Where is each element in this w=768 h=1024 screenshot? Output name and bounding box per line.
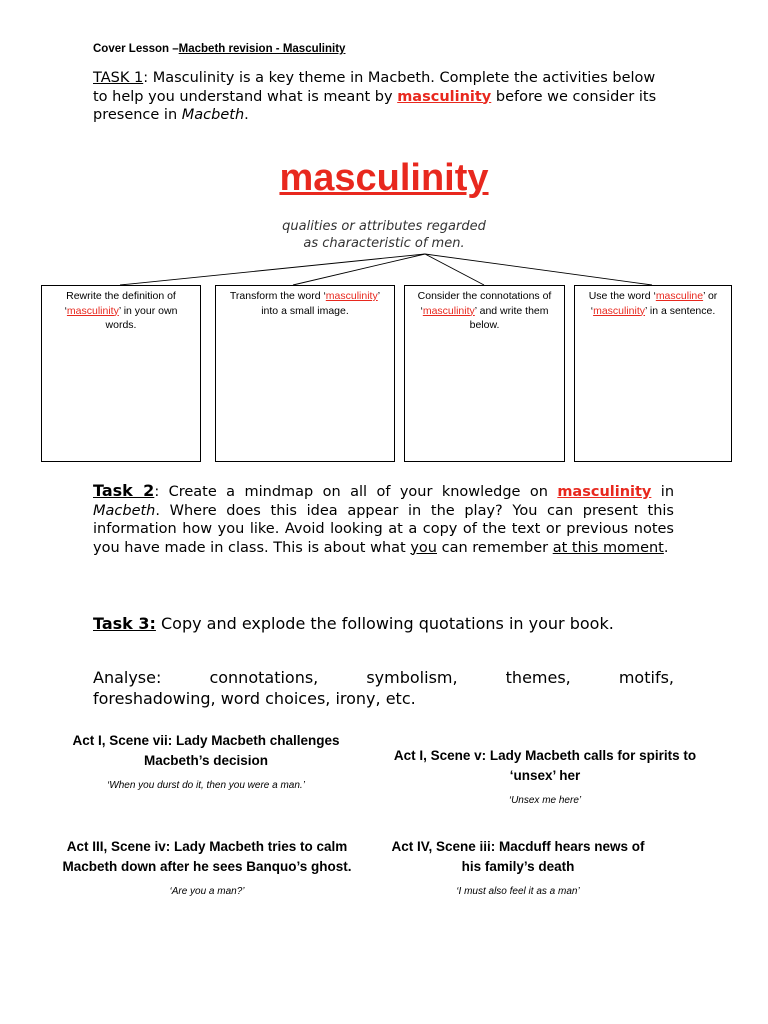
- quote-block-act1-scene7: [56, 731, 356, 791]
- box-4-text: Use the word ‘: [588, 290, 656, 302]
- quote-text: ‘Unsex me here’: [508, 795, 582, 806]
- task-2-text-c: . Where does this idea appear in the play? You can present this information how you like. Avoid looking at a copy of the text or previous notes you have made in class. This is about what: [93, 502, 674, 556]
- task-1-label: TASK 1: [93, 70, 144, 86]
- task-2-keyword: masculinity: [557, 484, 652, 500]
- connector-line-2: [293, 254, 425, 285]
- activity-box-sentence[interactable]: [574, 285, 732, 462]
- quote-block-act4-scene3: [372, 837, 664, 897]
- box-3-keyword: masculinity: [422, 304, 475, 317]
- box-1-text: Rewrite the definition of ‘: [64, 290, 176, 317]
- box-2-keyword: masculinity: [325, 290, 378, 302]
- box-4-keyword-2: masculinity: [593, 304, 646, 317]
- task-1-text-c: .: [244, 107, 249, 123]
- activity-box-rewrite[interactable]: [41, 285, 201, 462]
- quote-title-line-2: ‘unsex’ her: [509, 768, 581, 783]
- task-3-paragraph: [93, 613, 674, 634]
- task-2-label: Task 2: [93, 481, 155, 500]
- task-1-play-title: Macbeth: [181, 107, 245, 123]
- task-3-label: Task 3:: [93, 614, 156, 633]
- quote-title-line-1: Act IV, Scene iii: Macduff hears news of: [391, 839, 645, 854]
- header-prefix: Cover Lesson –: [93, 43, 179, 55]
- quote-title-line-2: Macbeth’s decision: [143, 753, 269, 768]
- analyse-word: Analyse:: [93, 668, 162, 687]
- connector-line-3: [425, 254, 484, 285]
- task-2-text-e: .: [663, 539, 669, 556]
- analyse-line-2: foreshadowing, word choices, irony, etc.: [93, 689, 416, 708]
- analyse-word: symbolism,: [366, 668, 458, 687]
- definition-line-1: qualities or attributes regarded: [282, 219, 486, 234]
- box-4-text-mid: ’ or ‘: [590, 290, 718, 317]
- box-2-text: Transform the word ‘: [229, 290, 326, 302]
- box-1-text-end: ’ in your own words.: [105, 304, 178, 331]
- quote-text: ‘I must also feel it as a man’: [456, 886, 580, 897]
- task-1-keyword: masculinity: [397, 88, 492, 105]
- analyse-word: connotations,: [209, 668, 319, 687]
- connector-line-4: [425, 254, 652, 285]
- masculinity-heading: masculinity: [279, 157, 489, 199]
- box-1-keyword: masculinity: [66, 304, 119, 317]
- quote-title-line-1: Act I, Scene vii: Lady Macbeth challenges: [72, 733, 340, 748]
- task-3-text: Copy and explode the following quotations in your book.: [155, 614, 614, 633]
- task-1-text-b: before we consider its presence in: [93, 88, 657, 123]
- box-3-text: Consider the connotations of ‘: [417, 290, 552, 317]
- quote-title-line-2: his family’s death: [461, 859, 575, 874]
- box-2-text-end: ’ into a small image.: [261, 290, 381, 317]
- analyse-line-1: [93, 667, 674, 688]
- definition-line-2: as characteristic of men.: [303, 235, 465, 251]
- task-2-moment: at this moment: [552, 539, 664, 556]
- task-1-text: : Masculinity is a key theme in Macbeth. Complete the activities below to help you understand what is meant by: [93, 70, 656, 105]
- task-2-you: you: [410, 539, 437, 556]
- quote-title-line-1: Act III, Scene iv: Lady Macbeth tries to calm: [66, 839, 348, 854]
- analyse-word: themes,: [505, 668, 571, 687]
- analyse-word: motifs,: [618, 668, 674, 687]
- analyse-paragraph: [93, 667, 674, 709]
- connector-lines: [0, 0, 768, 300]
- task-2-play-title: Macbeth: [93, 502, 156, 519]
- task-2-text-b: in: [651, 484, 675, 500]
- quote-text: ‘When you durst do it, then you were a man.’: [107, 780, 305, 791]
- connector-line-1: [120, 254, 425, 285]
- quote-text: ‘Are you a man?’: [169, 886, 245, 897]
- task-2-text-d: can remember: [437, 539, 553, 556]
- quote-block-act1-scene5: [384, 746, 706, 806]
- quote-title-line-2: Macbeth down after he sees Banquo’s ghost.: [62, 859, 352, 874]
- box-4-keyword: masculine: [655, 290, 704, 302]
- box-4-text-end: ’ in a sentence.: [645, 304, 716, 317]
- task-2-paragraph: [93, 482, 674, 557]
- box-3-text-end: ’ and write them below.: [469, 304, 549, 331]
- header-title: Macbeth revision - Masculinity: [178, 43, 346, 55]
- activity-box-transform[interactable]: [215, 285, 395, 462]
- quote-block-act3-scene4: [52, 837, 362, 897]
- quote-title-line-1: Act I, Scene v: Lady Macbeth calls for spirits to: [393, 748, 697, 763]
- task-2-text: : Create a mindmap on all of your knowledge on: [154, 484, 558, 500]
- activity-box-connotations[interactable]: [404, 285, 565, 462]
